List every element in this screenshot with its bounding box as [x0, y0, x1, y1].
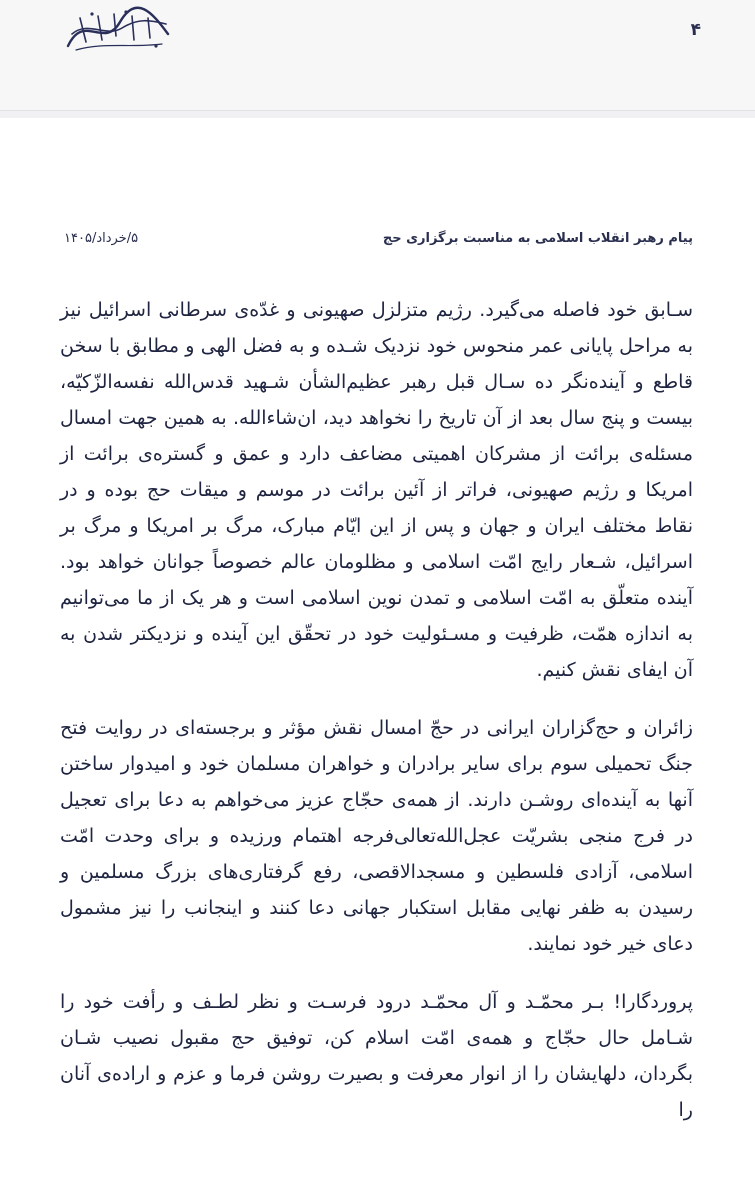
body-paragraph: پروردگارا! بـر محمّـد و آل محمّـد درود فرسـت و نظر لطـف و رأفت خود را شـامل حال حجّاج و همه‌ی امّت اسلام کن، توفیق حج مقبول نصیب شـان بگردان، دلهایشان را از انوار معرفت و بصیرت روشن فرما و عزم و اراده‌ی آنان را	[60, 991, 693, 1121]
document-header	[64, 231, 693, 255]
document-date: ۵/خرداد/۱۴۰۵	[64, 231, 139, 246]
body-paragraph: زائران و حج‌گزاران ایرانی در حجّ امسال نقش مؤثر و برجسته‌ای در روایت فتح جنگ تحمیلی سوم برای سایر برادران و خواهران مسلمان خود و امیدوار ساختن آنها به آینده‌ای روشـن دارند. از همه‌ی حجّاج عزیز می‌خواهم به دعا برای تعجیل در فرج منجی بشریّت عجل‌الله‌تعالی‌فرجه اهتمام ورزیده و برای وحدت امّت اسلامی، آزادی فلسطین و مسجدالاقصی، رفع گرفتاری‌های بزرگ مسلمین و رسیدن به ظفر نهایی مقابل استکبار جهانی دعا کنند و اینجانب را نیز مشمول دعای خیر خود نمایند.	[60, 717, 693, 955]
body-paragraph: سـابق خود فاصله می‌گیرد. رژیم متزلزل صهیونی و غدّه‌ی سرطانی اسرائیل نیز به مراحل پایانی عمر منحوس خود نزدیک شـده و به فضل الهی و مطابق با سخن قاطع و آینده‌نگر ده سـال قبل رهبر عظیم‌الشأن شـهید قدس‌الله نفسه‌الزّکیّه، بیست و پنج سال بعد از آن تاریخ را نخواهد دید، ان‌شاءالله. به همین جهت امسال مسئله‌ی برائت از مشرکان اهمیتی مضاعف دارد و عمق و گستره‌ی برائت از امریکا و رژیم صهیونی، فراتر از آئین برائت در موسم و میقات حج بوده و در نقاط مختلف ایران و جهان و پس از این ایّام مبارک، مرگ بر امریکا و مرگ بر اسرائیل، شـعار رایج امّت اسلامی و مظلومان عالم خصوصاً جوانان خواهد بود. آینده متعلّق به امّت اسلامی و تمدن نوین اسلامی است و هر یک از ما می‌توانیم به اندازه همّت، ظرفیت و مسـئولیت خود در تحقّق این آینده و نزدیکتر شدن به آن ایفای نقش کنیم.	[60, 299, 693, 681]
calligraphy-logo	[62, 6, 174, 54]
current-page	[0, 118, 755, 1199]
document-title: پیام رهبر انقلاب اسلامی به مناسبت برگزاری حج	[382, 231, 693, 246]
document-body	[60, 292, 693, 1150]
page-number: ۴	[690, 20, 701, 40]
previous-page-strip	[0, 0, 755, 111]
